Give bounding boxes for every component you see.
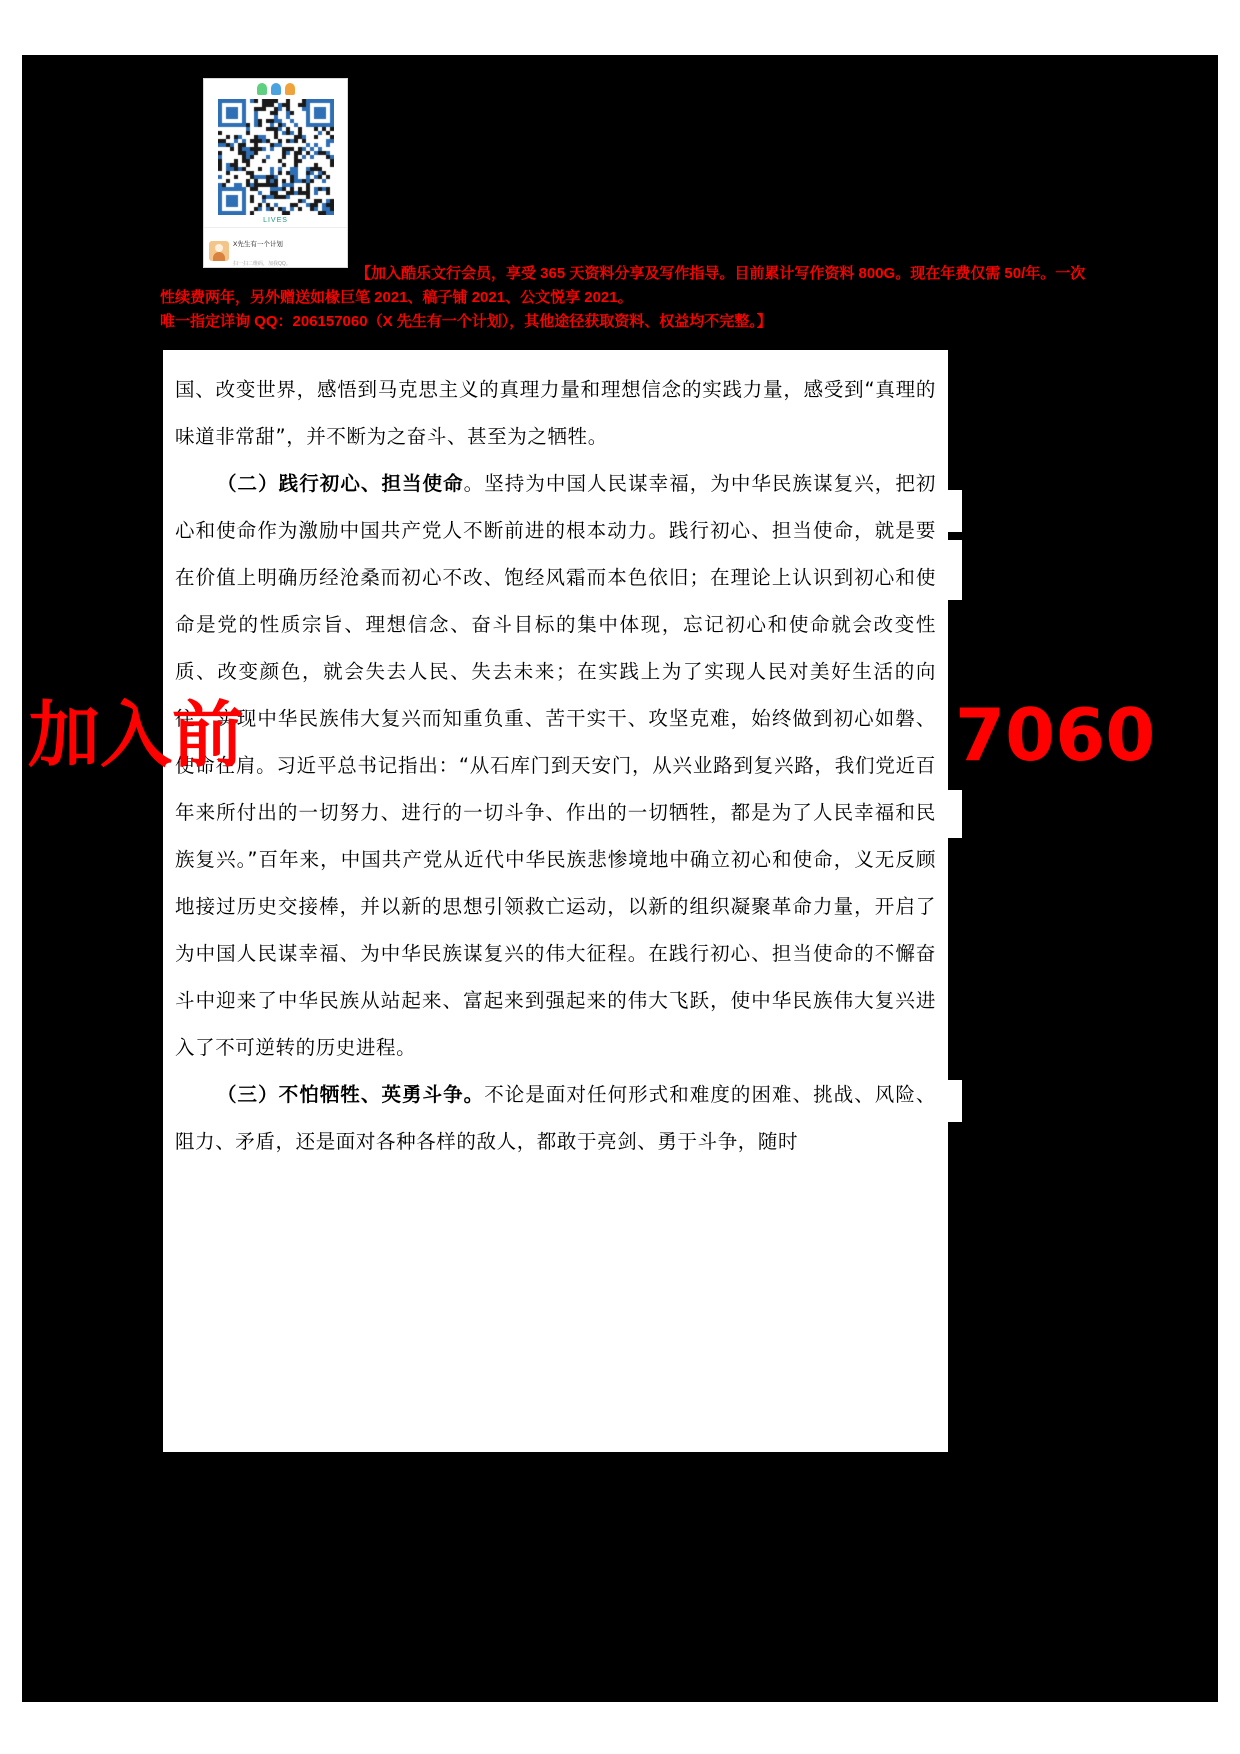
bell-icon <box>271 83 281 95</box>
avatar <box>209 241 229 261</box>
document-page <box>163 350 948 1452</box>
contact-subtext: 扫一扫二维码，加我QQ。 <box>233 261 291 268</box>
paragraph-continuation: 国、改变世界，感悟到马克思主义的真理力量和理想信念的实践力量，感受到“真理的味道非常甜”，并不断为之奋斗、甚至为之牺牲。 <box>175 378 936 448</box>
bell-icon-row <box>204 79 347 96</box>
scan-artifact <box>948 490 962 532</box>
watermark-left: 加入前 <box>28 693 245 777</box>
scan-artifact <box>948 1080 962 1122</box>
qr-code-image <box>218 99 334 215</box>
section-three-heading: （三）不怕牺牲、英勇斗争。 <box>217 1083 485 1106</box>
contact-name: X先生有一个计划 <box>233 241 283 248</box>
promo-line-1: 【加入酷乐文行会员，享受 365 天资料分享及写作指导。目前累计写作资料 800G。现在年费仅需 50/年。一次性续费两年，另外赠送如椽巨笔 2021、稿子铺 2021、公文悦享 2021。 <box>160 265 1086 306</box>
section-two-heading: （二）践行初心、担当使命 <box>217 472 464 495</box>
qr-promo-card <box>203 78 348 268</box>
document-body <box>163 350 948 1165</box>
paragraph-section-two <box>175 460 936 1071</box>
section-two-text: 。坚持为中国人民谋幸福，为中华民族谋复兴，把初心和使命作为激励中国共产党人不断前进的根本动力。践行初心、担当使命，就是要在价值上明确历经沧桑而初心不改、饱经风霜而本色依旧；在理论上认识到初心和使命是党的性质宗旨、理想信念、奋斗目标的集中体现，忘记初心和使命就会改变性质、改变颜色，就会失去人民、失去未来；在实践上为了实现人民对美好生活的向往、实现中华民族伟大复兴而知重负重、苦干实干、攻坚克难，始终做到初心如磐、使命在肩。习近平总书记指出：“从石库门到天安门，从兴业路到复兴路，我们党近百年来所付出的一切努力、进行的一切斗争、作出的一切牺牲，都是为了人民幸福和民族复兴。”百年来，中国共产党从近代中华民族悲惨境地中确立初心和使命，义无反顾地接过历史交接棒，并以新的思想引领救亡运动，以新的组织凝聚革命力量，开启了为中国人民谋幸福、为中华民族谋复兴的伟大征程。在践行初心、担当使命的不懈奋斗中迎来了中华民族从站起来、富起来到强起来的伟大飞跃，使中华民族伟大复兴进入了不可逆转的历史进程。 <box>175 472 936 1059</box>
bell-icon <box>257 83 267 95</box>
watermark-right: 7060 <box>955 693 1156 777</box>
qr-caption: LIVES <box>263 217 288 224</box>
promo-text-block <box>160 262 1100 334</box>
paragraph-section-three <box>175 1071 936 1165</box>
section-three-text: 不论是面对任何形式和难度的困难、挑战、风险、阻力、矛盾，还是面对各种各样的敌人，都敢于亮剑、勇于斗争，随时 <box>175 1083 936 1153</box>
scan-artifact <box>948 540 962 600</box>
scan-artifact <box>948 790 962 838</box>
promo-line-2: 唯一指定详询 QQ：206157060（X 先生有一个计划），其他途径获取资料、权益均不完整。】 <box>160 313 772 330</box>
bell-icon <box>285 83 295 95</box>
